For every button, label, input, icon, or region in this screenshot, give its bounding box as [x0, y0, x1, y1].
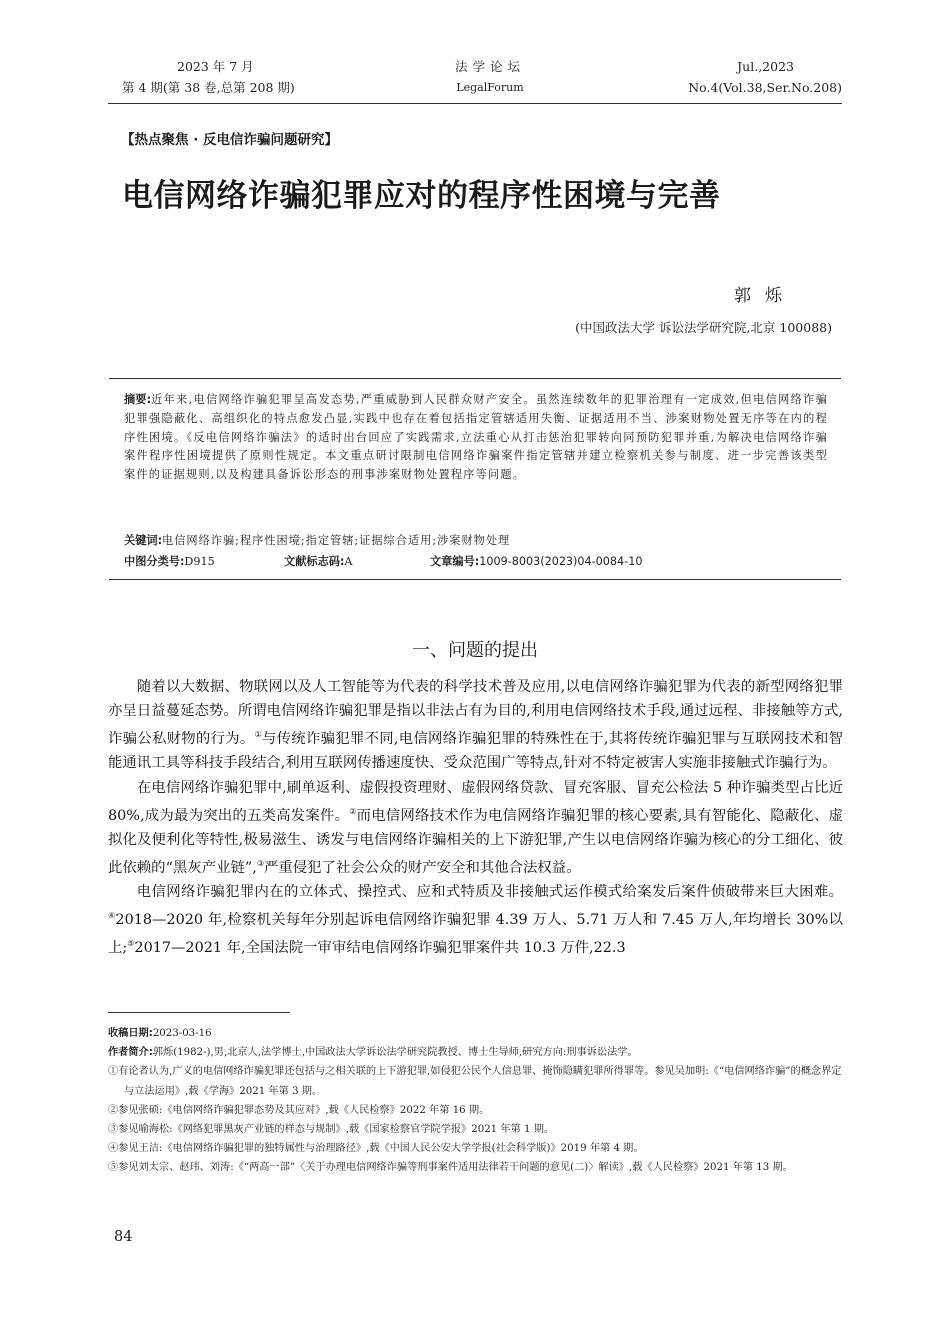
abstract-label: 摘要:	[124, 393, 152, 406]
journal-name	[410, 56, 570, 98]
keywords-text: 电信网络诈骗;程序性困境;指定管辖;证据综合适用;涉案财物处理	[162, 534, 511, 547]
footnote-ref-3[interactable]: ③	[256, 859, 264, 869]
abstract	[124, 391, 828, 485]
paragraph: 电信网络诈骗犯罪内在的立体式、操控式、应和式特质及非接触式运作模式给案发后案件侦破带来巨大困难。④2018—2020 年,检察机关每年分别起诉电信网络诈骗犯罪 4.39 万人、5.71 万人和 7.45 万人,年均增长 30%以上;⑤2017—2021 年,全国法院一审审结电信网络诈骗犯罪案件共 10.3 万件,22.3	[108, 884, 843, 957]
article-number: 文章编号:1009-8003(2023)04-0084-10	[430, 555, 643, 568]
article-title: 电信网络诈骗犯罪应对的程序性困境与完善	[122, 178, 721, 214]
footnote-ref-2[interactable]: ②	[349, 806, 357, 816]
keywords-label: 关键词:	[124, 534, 163, 547]
body-text	[108, 675, 843, 960]
footnote-2: ②参见张硕:《电信网络诈骗犯罪态势及其应对》,载《人民检察》2022 年第 16 期。	[108, 1104, 490, 1116]
issue-volume-en: No.4(Vol.38,Ser.No.208)	[688, 80, 842, 95]
footnote-ref-1[interactable]: ①	[254, 730, 262, 740]
footnote-ref-4[interactable]: ④	[108, 911, 116, 921]
keywords	[124, 532, 828, 548]
column-label: 【热点聚焦 · 反电信诈骗问题研究】	[121, 132, 339, 148]
footnote-divider	[108, 1012, 290, 1013]
document-code: 文献标志码:A	[284, 555, 353, 568]
header-divider	[108, 103, 842, 104]
footnote-ref-5[interactable]: ⑤	[127, 939, 135, 949]
abstract-text: 近年来,电信网络诈骗犯罪呈高发态势,严重威胁到人民群众财产安全。虽然连续数年的犯罪治理有一定成效,但电信网络诈骗犯罪强隐蔽化、高组织化的特点愈发凸显,实践中也存在着包括指定管辖适用失衡、证据适用不当、涉案财物处置无序等在内的程序性困境。《反电信网络诈骗法》的适时出台回应了实践需求,立法重心从打击惩治犯罪转向同预防犯罪并重,为解决电信网络诈骗案件程序性困境提供了原则性规定。本文重点研讨限制电信网络诈骗案件指定管辖并建立检察机关参与制度、进一步完善该类型案件的证据规则,以及构建具备诉讼形态的刑事涉案财物处置程序等问题。	[124, 393, 828, 482]
issue-date-en: Jul.,2023	[737, 59, 794, 74]
page-number: 84	[114, 1229, 133, 1245]
paragraph: 随着以大数据、物联网以及人工智能等为代表的科学技术普及应用,以电信网络诈骗犯罪为代表的新型网络犯罪亦呈日益蔓延态势。所谓电信网络诈骗犯罪是指以非法占有为目的,利用电信网络技术手段,通过远程、非接触等方式,诈骗公私财物的行为。①与传统诈骗犯罪不同,电信网络诈骗犯罪的特殊性在于,其将传统诈骗犯罪与互联网技术和智能通讯工具等科技手段结合,利用互联网传播速度快、受众范围广等特点,针对不特定被害人实施非接触式诈骗行为。	[108, 679, 843, 772]
footnote-3: ③参见喻海松:《网络犯罪黑灰产业链的样态与规制》,载《国家检察官学院学报》2021 年第 1 期。	[108, 1124, 555, 1136]
issue-date: 2023 年 7 月	[177, 59, 254, 74]
journal-date-issue-en	[622, 56, 842, 98]
author-name: 郭烁	[734, 286, 796, 306]
footnote-4: ④参见王洁:《电信网络诈骗犯罪的独特属性与治理路径》,载《中国人民公安大学学报(社会科学版)》2019 年第 4 期。	[108, 1143, 644, 1155]
journal-name-en: LegalForum	[456, 81, 524, 94]
paragraph: 在电信网络诈骗犯罪中,刷单返利、虚假投资理财、虚假网络贷款、冒充客服、冒充公检法 5 种诈骗类型占比近 80%,成为最为突出的五类高发案件。②而电信网络技术作为电信网络诈骗犯罪的核心要素,具有智能化、隐蔽化、虚拟化及便利化等特性,极易滋生、诱发与电信网络诈骗相关的上下游犯罪,产生以电信网络诈骗为核心的分工细化、彼此依赖的“黑灰产业链”,③严重侵犯了社会公众的财产安全和其他合法权益。	[108, 779, 844, 876]
classification-number: 中图分类号:D915	[124, 555, 215, 568]
journal-name-cn: 法学论坛	[454, 59, 525, 74]
footnote-5: ⑤参见刘太宗、赵玮、刘涛:《“两高一部”〈关于办理电信网络诈骗等刑事案件适用法律若干问题的意见(二)〉解读》,载《人民检察》2021 年第 13 期。	[108, 1162, 793, 1174]
issue-volume: 第 4 期(第 38 卷,总第 208 期)	[122, 80, 295, 95]
author-affiliation: (中国政法大学 诉讼法学研究院,北京 100088)	[575, 320, 832, 335]
section-heading: 一、问题的提出	[412, 640, 538, 661]
journal-date-issue	[122, 56, 342, 98]
footnotes	[108, 1024, 843, 1178]
received-date: 收稿日期:2023-03-16	[108, 1028, 212, 1039]
author-bio: 作者简介:郭烁(1982-),男,北京人,法学博士,中国政法大学诉讼法学研究院教授、博士生导师,研究方向:刑事诉讼法学。	[108, 1047, 638, 1059]
footnote-1: ①有论者认为,广义的电信网络诈骗犯罪还包括与之相关联的上下游犯罪,如侵犯公民个人信息罪、掩饰隐瞒犯罪所得罪等。参见吴加明:《“电信网络诈骗”的概念界定与立法运用》,载《学海》2021 年第 3 期。	[108, 1066, 842, 1097]
